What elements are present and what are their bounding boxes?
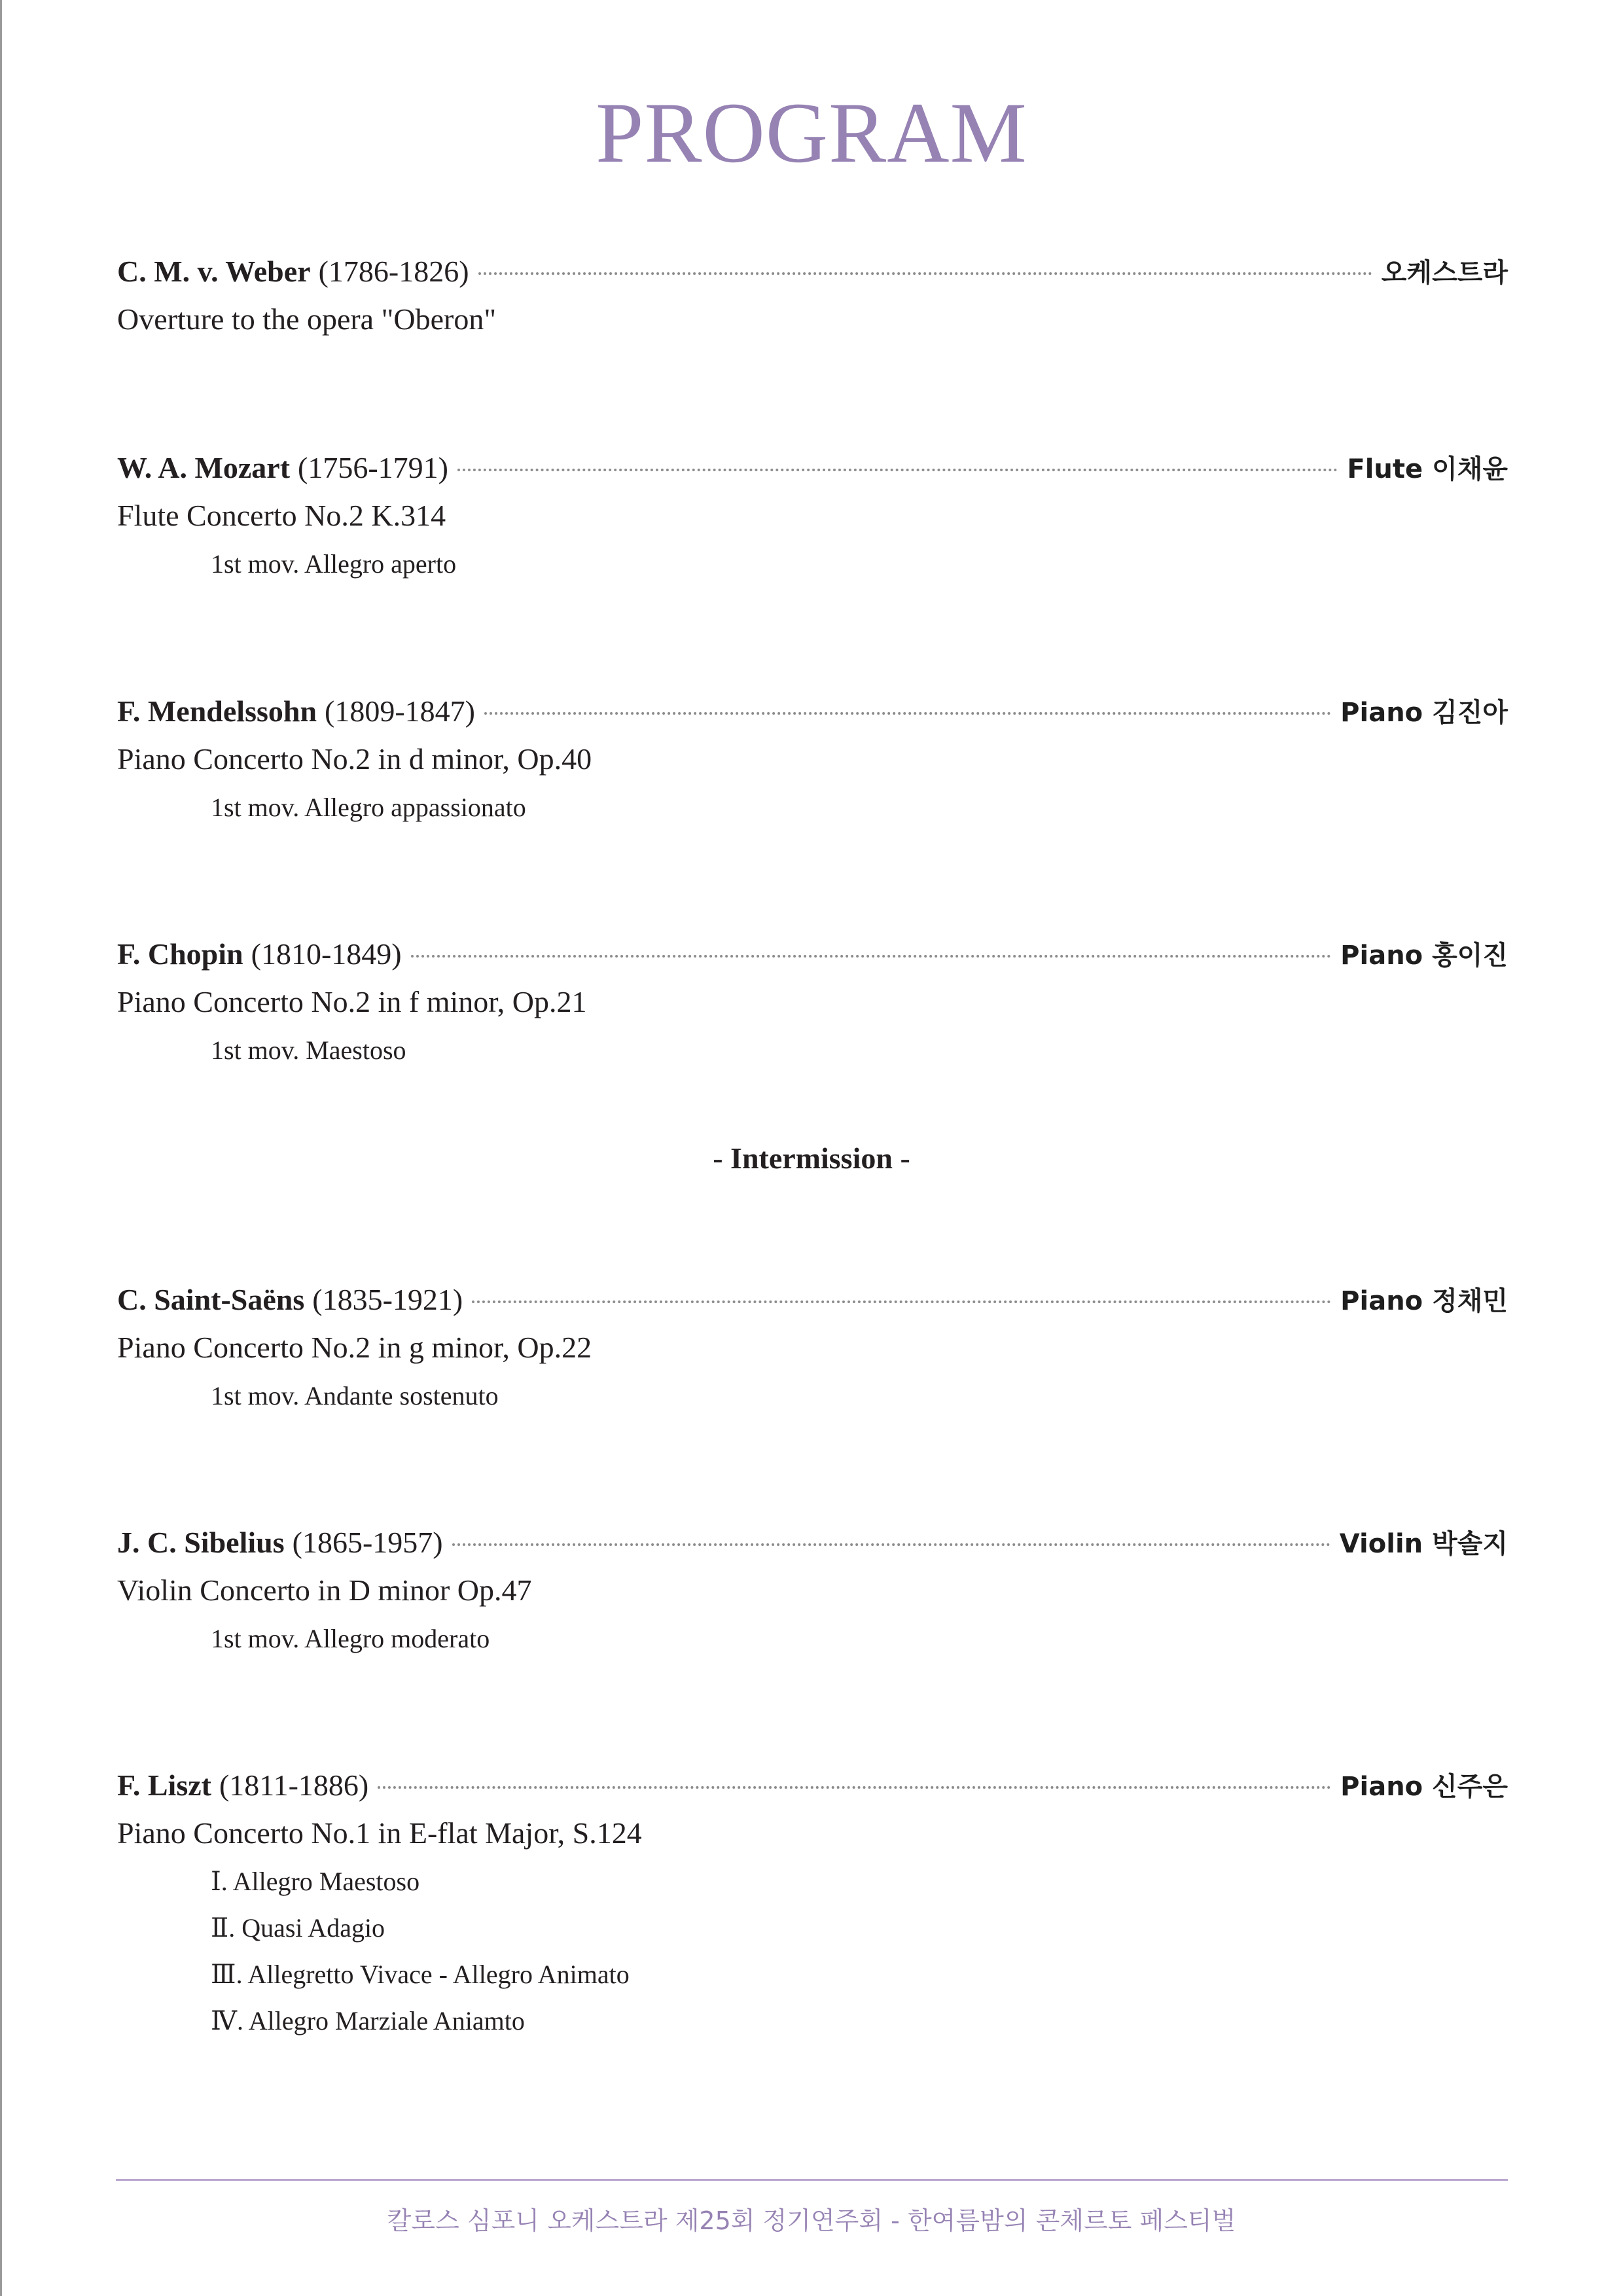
work-title: Piano Concerto No.2 in f minor, Op.21 bbox=[117, 985, 587, 1018]
performer-name: Piano 김진아 bbox=[1340, 698, 1508, 728]
composer-name: C. Saint-Saëns bbox=[117, 1283, 305, 1316]
composer-years: (1835-1921) bbox=[312, 1283, 463, 1316]
footer-text: 칼로스 심포니 오케스트라 제25회 정기연주회 - 한여름밤의 콘체르토 페스티벌 bbox=[387, 2206, 1236, 2235]
movement-item: Ⅲ. Allegretto Vivace - Allegro Animato bbox=[211, 1960, 630, 1989]
composer-name: J. C. Sibelius bbox=[117, 1526, 285, 1559]
intermission-label: - Intermission - bbox=[713, 1141, 910, 1175]
dot-leader bbox=[478, 272, 1372, 275]
footer-divider bbox=[116, 2179, 1508, 2181]
entry-heading bbox=[117, 1520, 1508, 1566]
movement-item: Ⅰ. Allegro Maestoso bbox=[211, 1867, 420, 1896]
program-entry bbox=[117, 1520, 1508, 1662]
program-entry bbox=[117, 931, 1508, 1073]
performer-name: Flute 이채윤 bbox=[1347, 454, 1508, 484]
movement-list bbox=[211, 1615, 1508, 1662]
composer-name: C. M. v. Weber bbox=[117, 255, 311, 288]
dot-leader bbox=[457, 469, 1338, 471]
performer-name: Piano 홍이진 bbox=[1340, 941, 1508, 971]
composer-years: (1786-1826) bbox=[318, 255, 469, 288]
composer-years: (1865-1957) bbox=[292, 1526, 443, 1559]
entry-heading bbox=[117, 1763, 1508, 1808]
movement-list bbox=[211, 1858, 1508, 2044]
program-entry bbox=[117, 1277, 1508, 1419]
performer-name: Violin 박솔지 bbox=[1339, 1529, 1508, 1559]
composer-name: F. Mendelssohn bbox=[117, 694, 317, 728]
composer-name: F. Chopin bbox=[117, 937, 243, 971]
entry-heading bbox=[117, 249, 1508, 295]
performer-name: 오케스트라 bbox=[1381, 258, 1508, 288]
performer-name: Piano 신주은 bbox=[1340, 1772, 1508, 1802]
dot-leader bbox=[411, 955, 1332, 958]
program-entry bbox=[117, 445, 1508, 587]
composer-years: (1811-1886) bbox=[219, 1768, 369, 1802]
composer-name: F. Liszt bbox=[117, 1768, 211, 1802]
movement-item: 1st mov. Maestoso bbox=[211, 1035, 406, 1065]
performer-name: Piano 정채민 bbox=[1340, 1286, 1508, 1316]
composer-name: W. A. Mozart bbox=[117, 451, 291, 484]
work-title: Piano Concerto No.1 in E-flat Major, S.124 bbox=[117, 1816, 642, 1850]
movement-item: Ⅳ. Allegro Marziale Aniamto bbox=[211, 2006, 525, 2036]
movement-item: 1st mov. Allegro aperto bbox=[211, 549, 457, 579]
work-title: Piano Concerto No.2 in d minor, Op.40 bbox=[117, 742, 592, 776]
dot-leader bbox=[452, 1543, 1330, 1546]
work-title: Flute Concerto No.2 K.314 bbox=[117, 499, 446, 532]
entry-heading bbox=[117, 931, 1508, 977]
entry-heading bbox=[117, 1277, 1508, 1323]
page-title: PROGRAM bbox=[596, 84, 1027, 181]
program-entry bbox=[117, 249, 1508, 344]
work-title: Violin Concerto in D minor Op.47 bbox=[117, 1573, 532, 1607]
movement-item: 1st mov. Andante sostenuto bbox=[211, 1381, 499, 1410]
entry-heading bbox=[117, 689, 1508, 734]
work-title: Piano Concerto No.2 in g minor, Op.22 bbox=[117, 1331, 592, 1364]
program-entry bbox=[117, 689, 1508, 831]
dot-leader bbox=[472, 1300, 1331, 1303]
movement-list bbox=[211, 541, 1508, 587]
dot-leader bbox=[484, 712, 1331, 715]
program-entry bbox=[117, 1763, 1508, 2044]
movement-list bbox=[211, 1372, 1508, 1419]
work-title: Overture to the opera "Oberon" bbox=[117, 302, 497, 336]
movement-item: Ⅱ. Quasi Adagio bbox=[211, 1913, 385, 1943]
composer-years: (1756-1791) bbox=[298, 451, 448, 484]
composer-years: (1809-1847) bbox=[325, 694, 476, 728]
movement-list bbox=[211, 1027, 1508, 1073]
composer-years: (1810-1849) bbox=[251, 937, 402, 971]
movement-item: 1st mov. Allegro appassionato bbox=[211, 793, 526, 822]
movement-list bbox=[211, 784, 1508, 831]
dot-leader bbox=[378, 1786, 1331, 1789]
movement-item: 1st mov. Allegro moderato bbox=[211, 1624, 490, 1653]
entry-heading bbox=[117, 445, 1508, 491]
